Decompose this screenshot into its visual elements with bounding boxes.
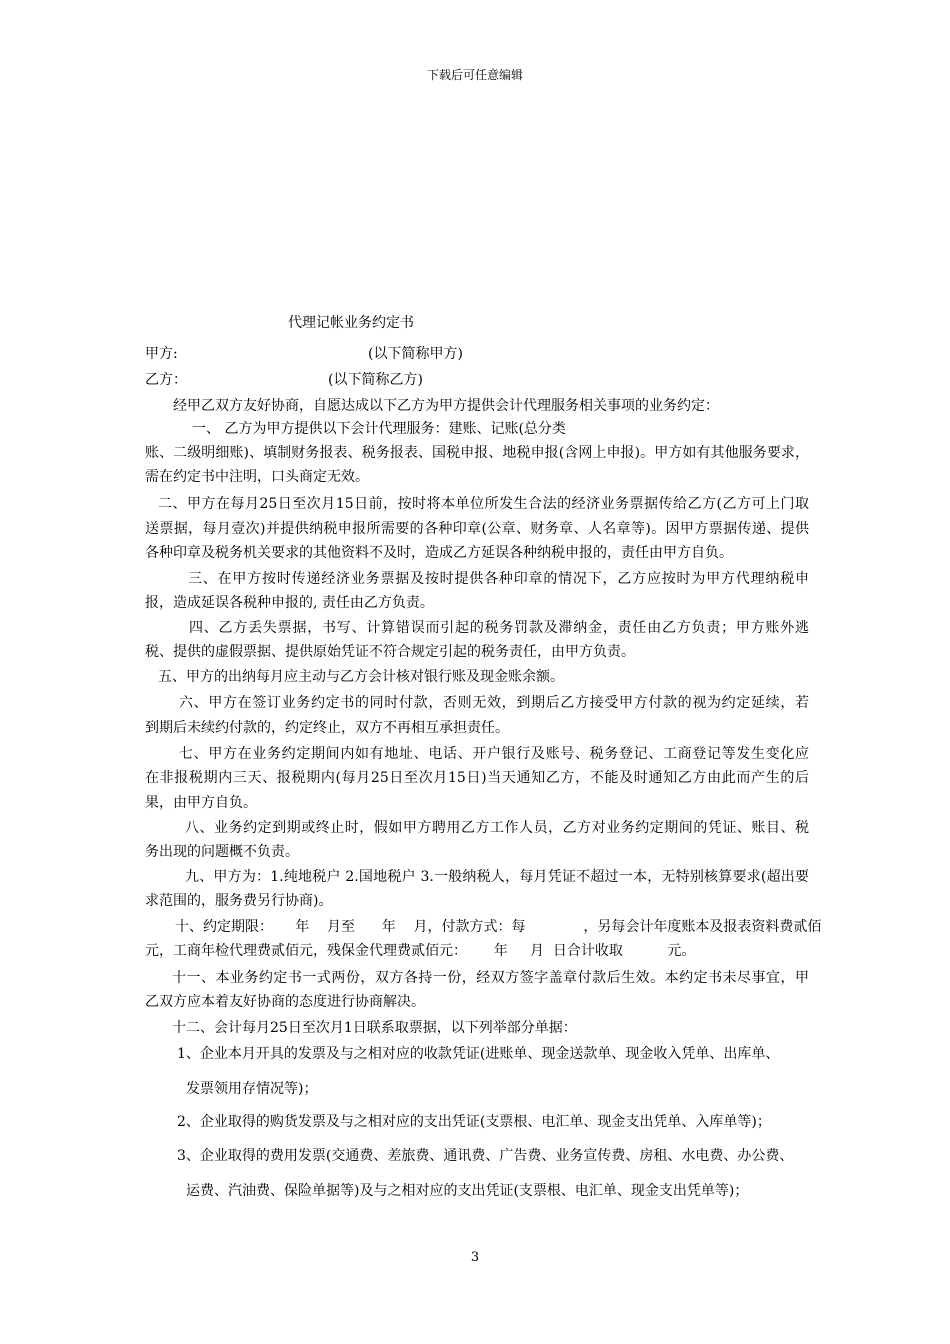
clause-10-line-1: 十、约定期限： 年 月至 年 月，付款方式：每 ，另每会计年度账本及报表资料费贰佰 bbox=[175, 919, 822, 935]
page-number: 3 bbox=[470, 1250, 480, 1265]
receipt-item-3-line-2: 运费、汽油费、保险单据等)及与之相对应的支出凭证(支票根、电汇单、现金支出凭单等)； bbox=[186, 1183, 749, 1199]
clause-9-line-2: 求范围的，服务费另行协商)。 bbox=[145, 893, 333, 909]
clause-3-line-1: 三、在甲方按时传递经济业务票据及按时提供各种印章的情况下，乙方应按时为甲方代理纳税申 bbox=[188, 571, 809, 587]
clause-2-line-3: 各种印章及税务机关要求的其他资料不及时，造成乙方延误各种纳税申报的，责任由甲方自负。 bbox=[145, 545, 733, 561]
clause-6-line-2: 到期后未续约付款的，约定终止，双方不再相互承担责任。 bbox=[145, 720, 509, 736]
clause-12-line-1: 十二、会计每月25日至次月1日联系取票据，以下列举部分单据： bbox=[172, 1020, 577, 1036]
clause-11-line-2: 乙双方应本着友好协商的态度进行协商解决。 bbox=[145, 994, 425, 1010]
party-a-label: 甲方: bbox=[145, 346, 178, 362]
clause-2-line-2: 送票据，每月壹次)并提供纳税申报所需要的各种印章(公章、财务章、人名章等)。因甲方票据传递、提供 bbox=[145, 521, 809, 537]
clause-9-line-1: 九、甲方为：1.纯地税户 2.国地税户 3.一般纳税人，每月凭证不超过一本，无特别核算要求(超出要 bbox=[185, 869, 809, 885]
clause-2-line-1: 二、甲方在每月25日至次月15日前，按时将本单位所发生合法的经济业务票据传给乙方(乙方可上门取 bbox=[158, 496, 809, 512]
clause-7-line-1: 七、甲方在业务约定期间内如有地址、电话、开户银行及账号、税务登记、工商登记等发生变化应 bbox=[179, 746, 809, 762]
page-header: 下载后可任意编辑 bbox=[426, 68, 523, 82]
clause-7-line-3: 果，由甲方自负。 bbox=[145, 795, 257, 811]
party-a-note: (以下简称甲方) bbox=[368, 346, 463, 362]
clause-5-line-1: 五、甲方的出纳每月应主动与乙方会计核对银行账及现金账余额。 bbox=[158, 669, 564, 685]
clause-1-line-2: 账、二级明细账)、填制财务报表、税务报表、国税申报、地税申报(含网上申报)。甲方如有其他服务要求， bbox=[145, 445, 809, 461]
intro-line: 经甲乙双方友好协商，自愿达成以下乙方为甲方提供会计代理服务相关事项的业务约定： bbox=[173, 398, 719, 414]
receipt-item-1-line-1: 1、企业本月开具的发票及与之相对应的收款凭证(进账单、现金送款单、现金收入凭单、出库单、 bbox=[177, 1046, 780, 1062]
clause-1-line-1: 一、 乙方为甲方提供以下会计代理服务：建账、记账(总分类 bbox=[192, 421, 566, 437]
clause-7-line-2: 在非报税期内三天、报税期内(每月25日至次月15日)当天通知乙方，不能及时通知乙方由此而产生的后 bbox=[145, 770, 809, 786]
clause-4-line-1: 四、乙方丢失票据，书写、计算错误而引起的税务罚款及滞纳金，责任由乙方负责；甲方账外逃 bbox=[189, 620, 809, 636]
clause-4-line-2: 税、提供的虚假票据、提供原始凭证不符合规定引起的税务责任，由甲方负责。 bbox=[145, 644, 635, 660]
clause-10-line-2: 元，工商年检代理费贰佰元，残保金代理费贰佰元： 年 月 日合计收取 元。 bbox=[145, 943, 696, 959]
clause-6-line-1: 六、甲方在签订业务约定书的同时付款，否则无效，到期后乙方接受甲方付款的视为约定延续，若 bbox=[179, 695, 809, 711]
receipt-item-1-line-2: 发票领用存情况等)； bbox=[186, 1081, 318, 1097]
clause-8-line-2: 务出现的问题概不负责。 bbox=[145, 844, 299, 860]
party-b-label: 乙方： bbox=[145, 372, 187, 388]
document-title: 代理记帐业务约定书 bbox=[288, 315, 414, 331]
clause-11-line-1: 十一、本业务约定书一式两份，双方各持一份，经双方签字盖章付款后生效。本约定书未尽事宜，甲 bbox=[172, 970, 809, 986]
receipt-item-3-line-1: 3、企业取得的费用发票(交通费、差旅费、通讯费、广告费、业务宣传费、房租、水电费、办公费、 bbox=[177, 1148, 794, 1164]
party-b-note: (以下简称乙方) bbox=[328, 372, 423, 388]
clause-1-line-3: 需在约定书中注明，口头商定无效。 bbox=[145, 469, 369, 485]
receipt-item-2: 2、企业取得的购货发票及与之相对应的支出凭证(支票根、电汇单、现金支出凭单、入库单等)； bbox=[177, 1114, 771, 1130]
clause-3-line-2: 报，造成延误各税种申报的, 责任由乙方负责。 bbox=[145, 595, 434, 611]
clause-8-line-1: 八、业务约定到期或终止时，假如甲方聘用乙方工作人员，乙方对业务约定期间的凭证、账目、税 bbox=[185, 820, 809, 836]
